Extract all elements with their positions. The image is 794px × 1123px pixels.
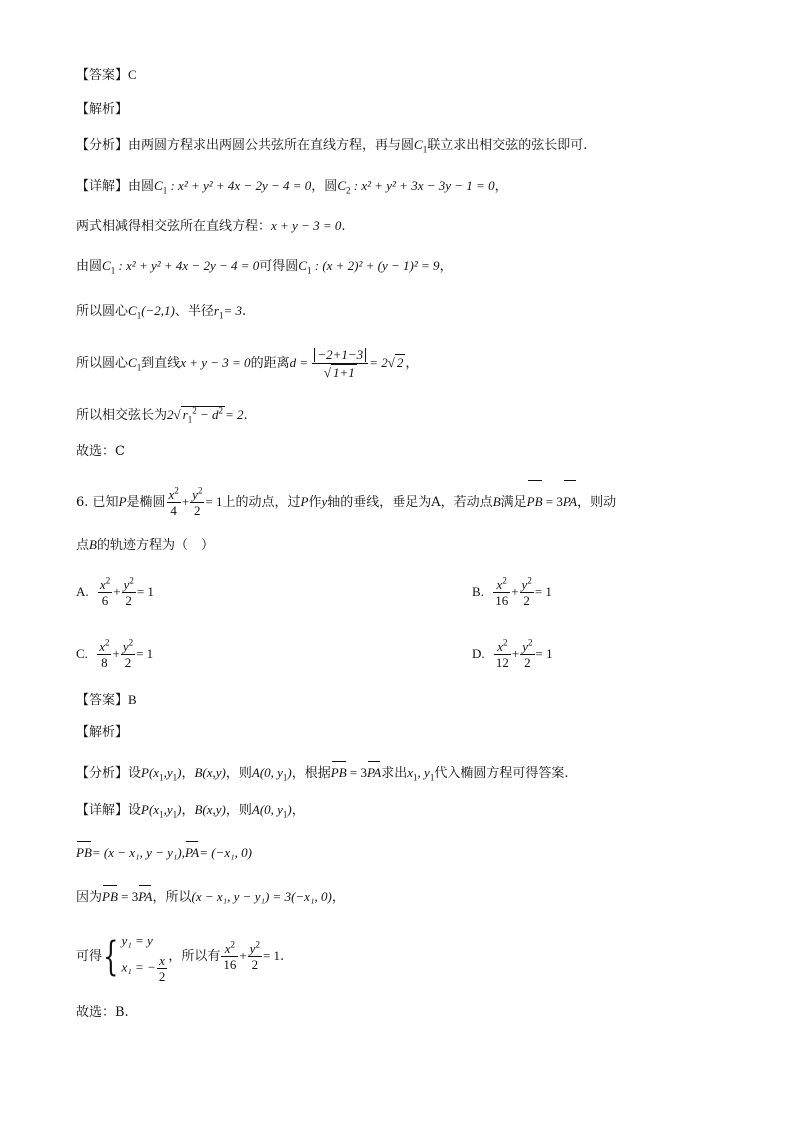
text: 两式相减得相交弦所在直线方程：: [76, 219, 272, 234]
text: ，圆: [311, 179, 338, 194]
result-frac-y: [248, 941, 262, 972]
detail-line-2: [76, 216, 346, 237]
detail-line-4: [76, 301, 246, 322]
math-b: B: [492, 494, 501, 509]
colon: :: [115, 258, 127, 273]
option-d[interactable]: [472, 634, 553, 675]
text: ，则动: [577, 495, 617, 510]
x-over-2: [157, 953, 168, 984]
answer-line-1: [76, 65, 137, 86]
text: 满足: [500, 495, 527, 510]
denominator: 2: [190, 502, 204, 518]
analysis-text-end: 联立求出相交弦的弦长即可.: [427, 138, 588, 153]
math-c1: $C_1$: [154, 178, 168, 196]
point-p: $P(x_1,y_1)$: [141, 802, 182, 820]
math-b: B: [89, 537, 97, 552]
text: 轴的垂线，垂足为A，若动点: [327, 495, 493, 510]
equation-c1: x² + y² + 4x − 2y − 4 = 0: [126, 258, 260, 273]
text: ，所以: [152, 890, 192, 905]
denominator: 16: [223, 957, 237, 972]
option-a[interactable]: [76, 575, 154, 608]
numerator: $x^2$: [224, 939, 235, 956]
option-label: A.: [76, 584, 89, 599]
point-a: A(0, $y_1$): [251, 802, 292, 820]
math-p: P: [300, 494, 309, 509]
plus: +: [112, 646, 120, 661]
text: 是椭圆: [126, 495, 166, 510]
numerator: $x^2$: [168, 485, 179, 502]
math-r1: $r_1$: [213, 303, 224, 321]
detail-line-6: [76, 405, 248, 426]
math-c1: $C_1$: [298, 258, 312, 276]
point-b: B(x,y): [194, 802, 226, 817]
question-number: 6.: [76, 495, 89, 510]
text: 上的动点，过: [222, 495, 301, 510]
text: .: [341, 219, 346, 234]
text: 点: [76, 538, 90, 553]
numerator: $x^2$: [496, 575, 507, 592]
numerator: [312, 348, 368, 363]
option-frac-x: [97, 639, 111, 670]
option-label: C.: [76, 646, 88, 661]
denominator: 2: [520, 654, 534, 670]
math-c1: $C_1$: [128, 303, 142, 321]
denominator: 2: [248, 956, 262, 972]
numerator: $y^2$: [122, 637, 134, 654]
analysis-line-1: [76, 135, 587, 156]
question-6-line-1: [76, 479, 616, 523]
analysis-tag: 【分析】: [76, 766, 129, 781]
option-b[interactable]: [472, 572, 552, 613]
numerator: $y^2$: [123, 575, 134, 592]
denominator: √ 1+1: [312, 363, 368, 380]
option-frac-y: [122, 577, 136, 608]
detail-tag: 【详解】: [76, 803, 129, 818]
text: 可得圆: [259, 259, 299, 274]
text: .: [243, 408, 248, 423]
text: .: [241, 304, 247, 319]
text: 作: [308, 495, 322, 510]
equals: =: [296, 355, 312, 370]
colon: :: [350, 178, 362, 193]
ellipse-frac-x: [167, 487, 181, 518]
result-frac-x: [221, 941, 238, 972]
denominator: 16: [495, 593, 509, 608]
equals: = 3: [117, 889, 139, 904]
colon: :: [167, 178, 179, 193]
math-c1: $C_1$: [102, 258, 116, 276]
denominator: 2: [158, 969, 166, 984]
system-eq-1: y₁ = y: [121, 933, 153, 948]
vector-pb: PB: [102, 884, 118, 907]
equation-line: x + y − 3 = 0: [180, 355, 251, 370]
option-frac-y: [520, 639, 534, 670]
text: 设: [128, 803, 142, 818]
analysis-line-2: [76, 760, 568, 784]
text: 的轨迹方程为（ ）: [96, 538, 214, 553]
vars-x1-y1: $x_1$, $y_1$: [407, 765, 435, 783]
numerator: $y^2$: [249, 939, 260, 956]
equals: = 3: [542, 494, 563, 509]
denominator: 12: [495, 655, 509, 670]
text: ，: [331, 890, 345, 905]
numerator: $y^2$: [192, 485, 203, 502]
detail-tag: 【详解】: [76, 179, 129, 194]
vector-pa: PA: [185, 840, 199, 863]
math-y: y: [321, 494, 328, 509]
text: ，则: [225, 803, 252, 818]
text: 所以圆心: [76, 304, 129, 319]
math-c1: $C_1$: [414, 137, 428, 155]
numerator: $y^2$: [522, 637, 533, 654]
plus: +: [113, 584, 121, 599]
math-d: d: [289, 355, 297, 370]
text: ，所以有: [168, 949, 221, 964]
vector-pa: PA: [138, 884, 152, 907]
text: 所以相交弦长为: [76, 408, 168, 423]
text: ，: [181, 766, 195, 781]
text: 、半径: [174, 304, 214, 319]
denominator: 2: [520, 592, 534, 608]
answer-line-2: [76, 690, 137, 711]
text: 代入椭圆方程可得答案.: [434, 766, 569, 781]
text: ，: [494, 179, 508, 194]
math-c2: $C_2$: [337, 178, 351, 196]
plus: +: [511, 646, 520, 661]
numerator: $x^2$: [99, 575, 111, 592]
choose-line-1: 故选：C: [76, 444, 125, 459]
equals: = 3: [346, 765, 368, 780]
denominator: 6: [98, 592, 112, 608]
vector-pb-coords: = (x − x₁, y − y₁),: [91, 845, 185, 860]
text: 可得: [76, 949, 103, 964]
numerator: $y^2$: [521, 575, 532, 592]
text: .: [280, 949, 285, 964]
equation-c1: x² + y² + 4x − 2y − 4 = 0: [178, 178, 312, 193]
answer-value: B: [128, 692, 137, 707]
detail2-line-1: [76, 800, 305, 821]
text: 求出: [381, 766, 408, 781]
options-row-1: [76, 572, 736, 613]
equals-one: = 1: [136, 646, 154, 661]
denominator: 2: [121, 654, 135, 670]
vector-pb: PB: [527, 479, 543, 522]
numerator: $x^2$: [497, 637, 508, 654]
text: ，: [291, 803, 305, 818]
equation-system: [121, 929, 168, 984]
denominator: 2: [122, 592, 136, 608]
sqrt-content: 1+1: [332, 364, 355, 380]
detail2-line-2: [76, 840, 252, 864]
sqrt-content: 2: [396, 355, 404, 370]
option-label: B.: [472, 584, 484, 599]
math-c1: $C_1$: [128, 355, 142, 373]
equals-one: = 1: [136, 584, 154, 599]
distance-fraction: [312, 348, 368, 380]
answer-value: C: [128, 67, 137, 82]
text: ，: [439, 259, 453, 274]
sqrt-content: $r_1^2 - d^2$: [182, 405, 223, 425]
plus: +: [511, 584, 519, 599]
question-6-line-2: [76, 535, 214, 556]
point-a: A(0, $y_1$): [251, 765, 292, 783]
text: ，: [405, 356, 419, 371]
detail-line-3: [76, 256, 453, 277]
analysis-text: 由两圆方程求出两圆公共弦所在直线方程，再与圆: [128, 138, 415, 153]
text: 设: [128, 766, 142, 781]
text: 的距离: [250, 356, 290, 371]
text: 到直线: [141, 356, 181, 371]
system-eq-2-lhs: x₁ = −: [121, 959, 156, 975]
option-frac-x: [98, 577, 112, 608]
text: ，则: [225, 766, 252, 781]
equation-chord-line: x + y − 3 = 0: [271, 218, 342, 233]
text: 所以圆心: [76, 356, 129, 371]
plus: +: [239, 948, 247, 963]
radius-value: = 3: [223, 303, 242, 318]
brace: {: [103, 933, 119, 980]
analysis-tag: 【分析】: [76, 138, 129, 153]
equals-one: = 1: [535, 646, 553, 661]
option-c[interactable]: [76, 637, 154, 670]
options-row-2: [76, 634, 736, 675]
text: 已知: [92, 495, 119, 510]
abs-value: −2+1−3: [314, 348, 366, 362]
chord-expression: 2√ $r_1^2 - d^2$: [167, 405, 223, 425]
detail-line-5: [76, 343, 418, 384]
jiexi-heading-1: 【解析】: [76, 102, 129, 117]
point-b: B(x,y): [194, 765, 226, 780]
chord-result: = 2: [225, 407, 244, 422]
option-frac-y: [520, 577, 534, 608]
denominator: 4: [167, 502, 181, 518]
detail2-line-3: [76, 884, 345, 908]
choose-line-2: 故选：B.: [76, 1005, 129, 1020]
point-p: $P(x_1,y_1)$: [141, 765, 182, 783]
ellipse-frac-y: [190, 487, 204, 518]
vector-pa-coords: = (−x₁, 0): [199, 845, 252, 860]
numerator: x: [159, 953, 165, 968]
detail-line-1: [76, 176, 508, 197]
text: ，根据: [291, 766, 331, 781]
numerator: $x^2$: [99, 637, 110, 654]
jiexi-heading-2: 【解析】: [76, 725, 129, 740]
distance-result: = 2: [369, 355, 388, 370]
text: 因为: [76, 890, 103, 905]
text: 由圆: [128, 179, 155, 194]
center-coords: (−2,1): [141, 303, 175, 318]
vector-pa: PA: [563, 479, 577, 522]
answer-tag: 【答案】: [76, 693, 129, 708]
math-p: P: [118, 494, 127, 509]
option-frac-y: [121, 639, 135, 670]
option-frac-x: [493, 577, 510, 608]
text: ，: [181, 803, 195, 818]
vector-pb: PB: [76, 840, 92, 863]
denominator: 8: [97, 654, 111, 670]
plus: +: [181, 494, 190, 509]
equation-c2: x² + y² + 3x − 3y − 1 = 0: [361, 178, 495, 193]
equals-one: = 1: [534, 584, 552, 599]
equation-c1-standard: (x + 2)² + (y − 1)² = 9: [322, 258, 440, 273]
text: 由圆: [76, 259, 103, 274]
vector-equation: (x − x₁, y − y₁) = 3(−x₁, 0): [191, 889, 332, 904]
vector-pa: PA: [367, 760, 381, 783]
equals-one: = 1: [262, 948, 281, 963]
answer-tag: 【答案】: [76, 68, 129, 83]
system-eq-2: [121, 953, 168, 984]
detail2-line-4: [76, 928, 284, 985]
sqrt-sign: √ 2: [387, 355, 404, 370]
vector-pb: PB: [331, 760, 347, 783]
equals-one: = 1: [205, 494, 223, 509]
option-label: D.: [472, 646, 485, 661]
colon: :: [311, 258, 323, 273]
option-frac-x: [494, 639, 511, 670]
